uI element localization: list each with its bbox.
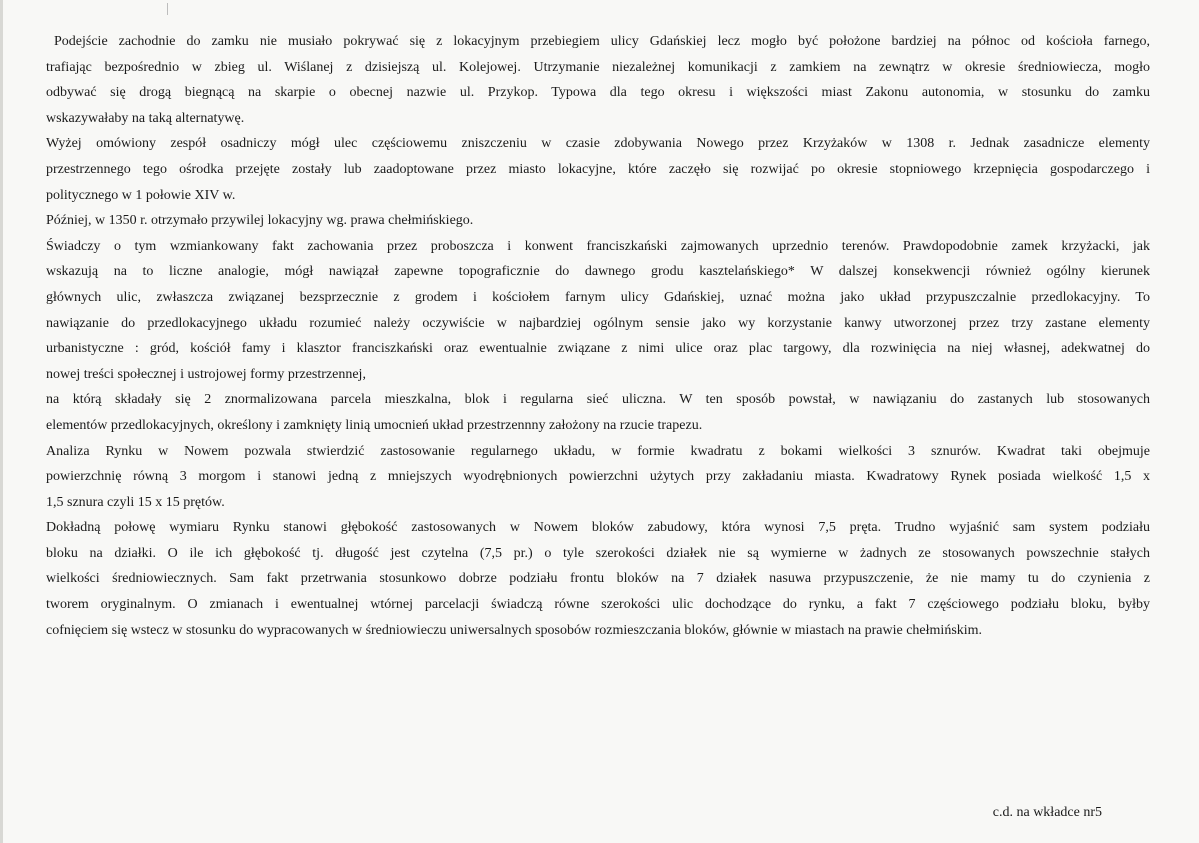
text-line: wskazywałaby na taką alternatywę.: [46, 110, 245, 126]
text-line: bloku na działki. O ile ich głębokość tj. długość jest czytelna (7,5 pr.) o tyle szerokości działek nie są wymierne w żadnych ze stosowanych powszechnie stałych: [46, 545, 1150, 561]
text-line: Dokładną połowę wymiaru Rynku stanowi głębokość zastosowanych w Nowem bloków zabudowy, która wynosi 7,5 pręta. Trudno wyjaśnić sam system podziału: [46, 520, 1150, 536]
text-line: 1,5 sznura czyli 15 x 15 prętów.: [46, 494, 225, 510]
text-line: Świadczy o tym wzmiankowany fakt zachowania przez proboszcza i konwent franciszkański zajmowanych uprzednio terenów. Prawdopodobnie zamek krzyżacki, jak: [46, 238, 1150, 254]
text-line: nawiązanie do przedlokacyjnego układu rozumieć należy oczywiście w najbardziej ogólnym sensie jako wy korzystanie kanwy utworzonej przez trzy zastane elementy: [46, 315, 1150, 331]
text-line: trafiając bezpośrednio w zbieg ul. Wiślanej z dzisiejszą ul. Kolejowej. Utrzymanie niezależnej komunikacji z zamkiem na zewnątrz w okresie średniowiecza, mogło: [46, 59, 1150, 75]
continuation-note: c.d. na wkładce nr5: [992, 805, 1102, 820]
text-line: głównych ulic, zwłaszcza związanej bezsprzecznie z grodem i kościołem farnym ulicy Gdańskiej, uznać można jako układ przypuszczalnie przedlokacyjny. To: [46, 289, 1150, 305]
page-edge-shadow: [0, 0, 3, 843]
text-line: na którą składały się 2 znormalizowana parcela mieszkalna, blok i regularna sieć uliczna. W ten sposób powstał, w nawiązaniu do zastanych lub stosowanych: [46, 392, 1150, 408]
document-body: [46, 29, 1150, 643]
text-line: przestrzennego tego ośrodka przejęte zostały lub zaadoptowane przez miasto lokacyjne, które zaczęło się rozwijać po okresie stopniowego krzepnięcia gospodarczego i: [46, 161, 1150, 177]
text-line: odbywać się drogą biegnącą na skarpie o obecnej nazwie ul. Przykop. Typowa dla tego okresu i większości miast Zakonu autonomia, w stosunku do zamku: [46, 85, 1150, 101]
text-line: elementów przedlokacyjnych, określony i zamknięty linią umocnień układ przestrzennny założony na rzucie trapezu.: [46, 417, 703, 433]
text-line: powierzchnię równą 3 morgom i stanowi jedną z mniejszych wyodrębnionych powierzchni użytych przy zakładaniu miasta. Kwadratowy Rynek posiada wielkość 1,5 x: [46, 469, 1150, 485]
text-line: cofnięciem się wstecz w stosunku do wypracowanych w średniowieczu uniwersalnych sposobów rozmieszczania bloków, głównie w miastach na prawie chełmińskim.: [46, 622, 983, 638]
text-line: tworem oryginalnym. O zmianach i ewentualnej wtórnej parcelacji świadczą równe szerokości ulic dochodzące do rynku, a fakt 7 częściowego podziału bloku, byłby: [46, 597, 1150, 613]
text-line: Analiza Rynku w Nowem pozwala stwierdzić zastosowanie regularnego układu, w formie kwadratu z bokami wielkości 3 sznurów. Kwadrat taki obejmuje: [46, 443, 1150, 459]
text-line: urbanistyczne : gród, kościół famy i klasztor franciszkański oraz ewentualnie związane z nimi ulice oraz plac targowy, dla rozwinięcia na niej własnej, adekwatnej do: [46, 341, 1150, 357]
text-line: Później, w 1350 r. otrzymało przywilej lokacyjny wg. prawa chełmińskiego.: [46, 213, 474, 229]
text-line: politycznego w 1 połowie XIV w.: [46, 187, 236, 203]
scan-mark: [167, 3, 168, 15]
text-line: nowej treści społecznej i ustrojowej formy przestrzennej,: [46, 366, 366, 382]
text-line: wielkości średniowiecznych. Sam fakt przetrwania stosunkowo dobrze podziału frontu bloków na 7 działek nasuwa przypuszczenie, że nie mamy tu do czynienia z: [46, 571, 1150, 587]
text-line: Wyżej omówiony zespół osadniczy mógł ulec częściowemu zniszczeniu w czasie zdobywania Nowego przez Krzyżaków w 1308 r. Jednak zasadnicze elementy: [46, 136, 1150, 152]
text-line: Podejście zachodnie do zamku nie musiało pokrywać się z lokacyjnym przebiegiem ulicy Gdańskiej lecz mogło być położone bardziej na północ od kościoła farnego,: [54, 34, 1150, 49]
text-line: wskazują na to liczne analogie, mógł nawiązał zapewne topograficznie do dawnego grodu kasztelańskiego* W dalszej konsekwencji również ogólny kierunek: [46, 264, 1150, 280]
